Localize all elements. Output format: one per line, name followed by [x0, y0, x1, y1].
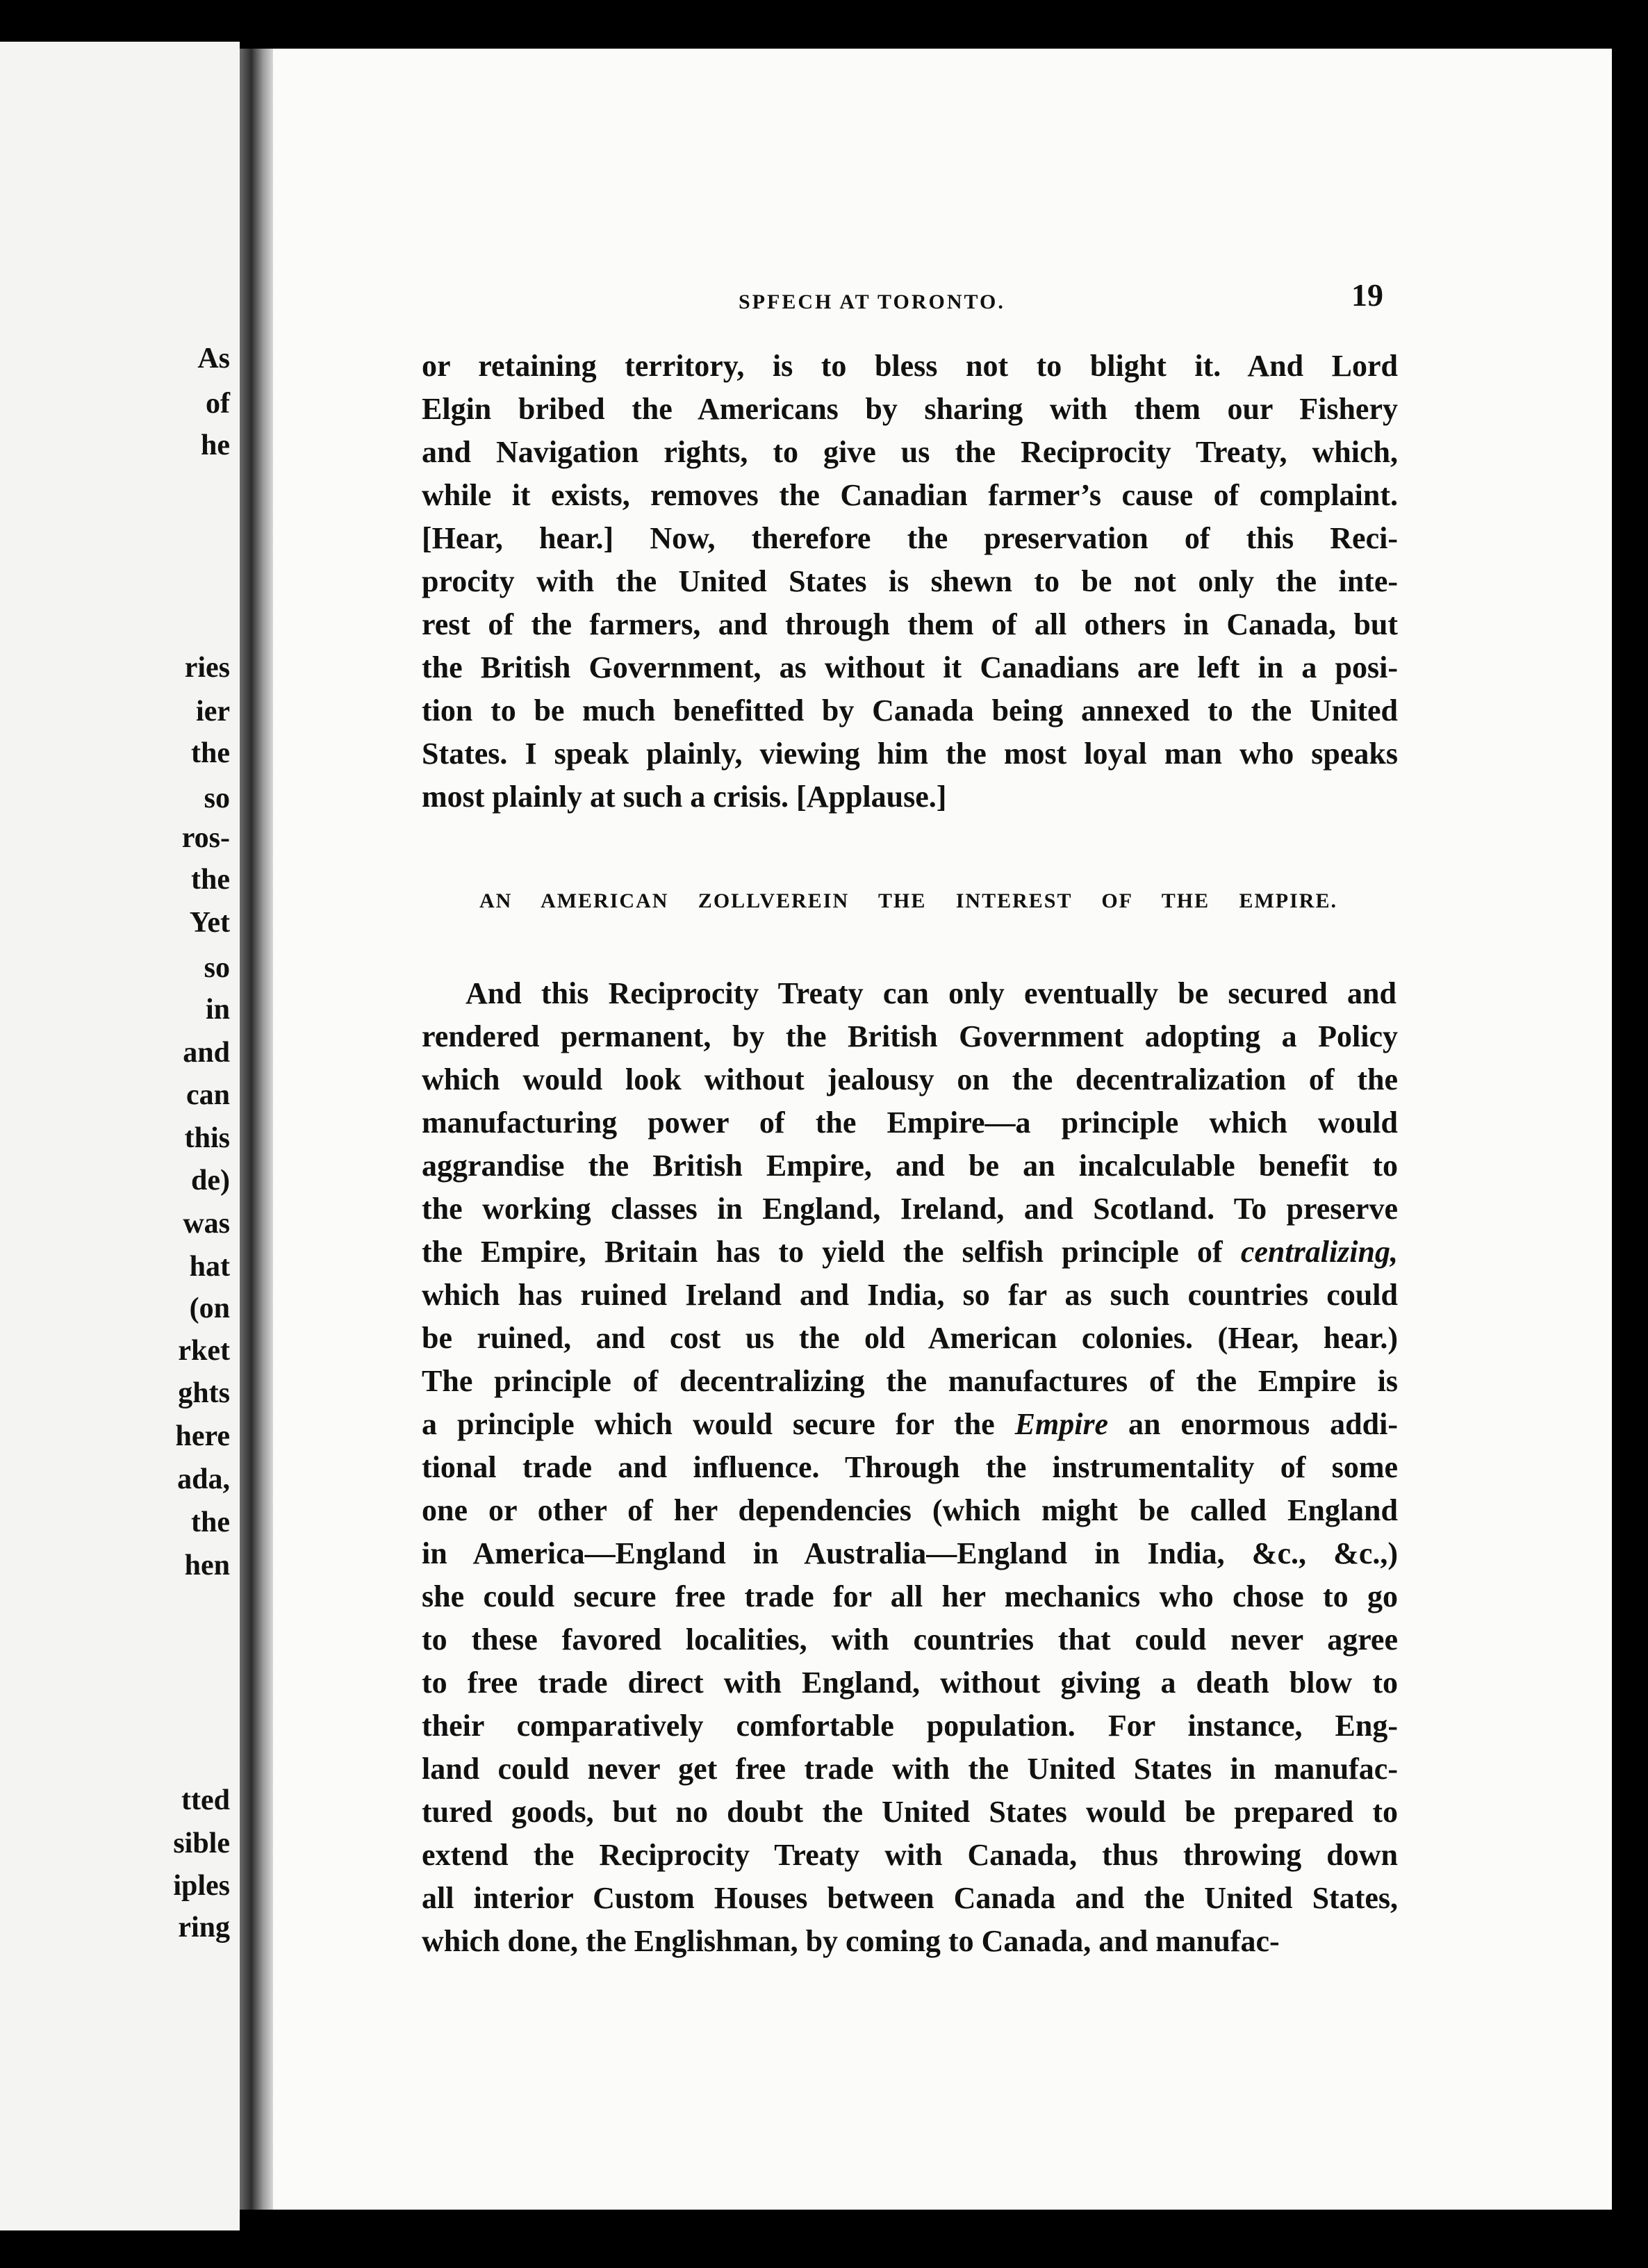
book-gutter [240, 49, 273, 2210]
text-line: tional trade and influence. Through the instrumentality of some [422, 1450, 1398, 1484]
text-line: in America—England in Australia—England in India, &c., &c.,) [422, 1536, 1398, 1570]
left-page-fragment: ring [178, 1912, 230, 1944]
text-line: tion to be much benefitted by Canada being annexed to the United [422, 693, 1398, 728]
text-line: most plainly at such a crisis. [Applause.] [422, 780, 947, 814]
page-number: 19 [1351, 277, 1383, 313]
left-page-fragment: can [186, 1079, 230, 1111]
text-line: [Hear, hear.] Now, therefore the preservation of this Reci- [422, 521, 1398, 555]
left-page-fragment: ier [196, 696, 230, 728]
text-line: which has ruined Ireland and India, so far as such countries could [422, 1278, 1398, 1312]
left-page [0, 42, 240, 2230]
left-page-fragment: de) [191, 1165, 230, 1197]
left-page-fragment: rket [178, 1335, 230, 1367]
left-page-fragment: ghts [178, 1377, 230, 1409]
text-line: to these favored localities, with countries that could never agree [422, 1622, 1398, 1657]
left-page-fragment: was [183, 1208, 230, 1240]
left-page-fragment: here [175, 1420, 230, 1452]
text-line: tured goods, but no doubt the United States would be prepared to [422, 1795, 1398, 1829]
left-page-fragment: hat [189, 1251, 230, 1283]
text-line: The principle of decentralizing the manufactures of the Empire is [422, 1364, 1398, 1398]
text-line: while it exists, removes the Canadian farmer’s cause of complaint. [422, 478, 1398, 512]
text-line: she could secure free trade for all her mechanics who chose to go [422, 1579, 1398, 1613]
text-line: be ruined, and cost us the old American colonies. (Hear, hear.) [422, 1321, 1398, 1355]
text-line: to free trade direct with England, without giving a death blow to [422, 1666, 1398, 1700]
text-line: or retaining territory, is to bless not to blight it. And Lord [422, 349, 1398, 383]
text-line: land could never get free trade with the United States in manufac- [422, 1752, 1398, 1786]
text-line: one or other of her dependencies (which might be called England [422, 1493, 1398, 1527]
left-page-fragment: ries [184, 652, 230, 684]
left-page-fragment: the [191, 737, 230, 769]
left-page-fragment: this [184, 1122, 230, 1154]
text-line: a principle which would secure for the Empire an enormous addi- [422, 1407, 1398, 1441]
left-page-fragment: hen [184, 1550, 230, 1581]
section-heading: AN AMERICAN ZOLLVEREIN THE INTEREST OF THE EMPIRE. [479, 889, 1337, 912]
left-page-fragment: of [206, 388, 230, 420]
left-page-fragment: he [201, 429, 230, 461]
text-line: all interior Custom Houses between Canada and the United States, [422, 1881, 1398, 1915]
text-line: rest of the farmers, and through them of all others in Canada, but [422, 607, 1398, 641]
left-page-fragment: so [204, 782, 230, 814]
left-page-fragment: tted [181, 1784, 230, 1816]
text-line: manufacturing power of the Empire—a principle which would [422, 1106, 1398, 1140]
left-page-fragment: sible [173, 1827, 230, 1859]
text-line: their comparatively comfortable population. For instance, Eng- [422, 1709, 1398, 1743]
text-line: States. I speak plainly, viewing him the most loyal man who speaks [422, 737, 1398, 771]
text-line: aggrandise the British Empire, and be an incalculable benefit to [422, 1149, 1398, 1183]
left-page-fragment: the [191, 1506, 230, 1538]
left-page-fragment: iples [173, 1870, 230, 1902]
text-line: which would look without jealousy on the decentralization of the [422, 1062, 1398, 1096]
text-line: rendered permanent, by the British Government adopting a Policy [422, 1019, 1398, 1053]
left-page-fragment: As [197, 343, 230, 375]
left-page-fragment: ros- [181, 822, 230, 854]
running-header: SPFECH AT TORONTO. [739, 290, 1005, 313]
left-page-fragment: the [191, 864, 230, 896]
left-page-fragment: and [183, 1037, 230, 1069]
left-page-fragment: in [205, 994, 230, 1026]
text-line: and Navigation rights, to give us the Reciprocity Treaty, which, [422, 435, 1398, 469]
text-line: Elgin bribed the Americans by sharing with them our Fishery [422, 392, 1398, 426]
text-line: procity with the United States is shewn to be not only the inte- [422, 564, 1398, 598]
text-line: And this Reciprocity Treaty can only eventually be secured and [465, 976, 1396, 1010]
left-page-fragment: ada, [177, 1463, 230, 1495]
text-line: the working classes in England, Ireland, and Scotland. To preserve [422, 1192, 1398, 1226]
left-page-fragment: Yet [189, 907, 230, 939]
text-line: the British Government, as without it Canadians are left in a posi- [422, 650, 1398, 684]
text-line: extend the Reciprocity Treaty with Canada, thus throwing down [422, 1838, 1398, 1872]
left-page-fragment: so [204, 952, 230, 984]
left-page-fragment: (on [189, 1292, 230, 1324]
text-line: the Empire, Britain has to yield the selfish principle of centralizing, [422, 1235, 1398, 1269]
text-line: which done, the Englishman, by coming to Canada, and manufac- [422, 1924, 1280, 1958]
